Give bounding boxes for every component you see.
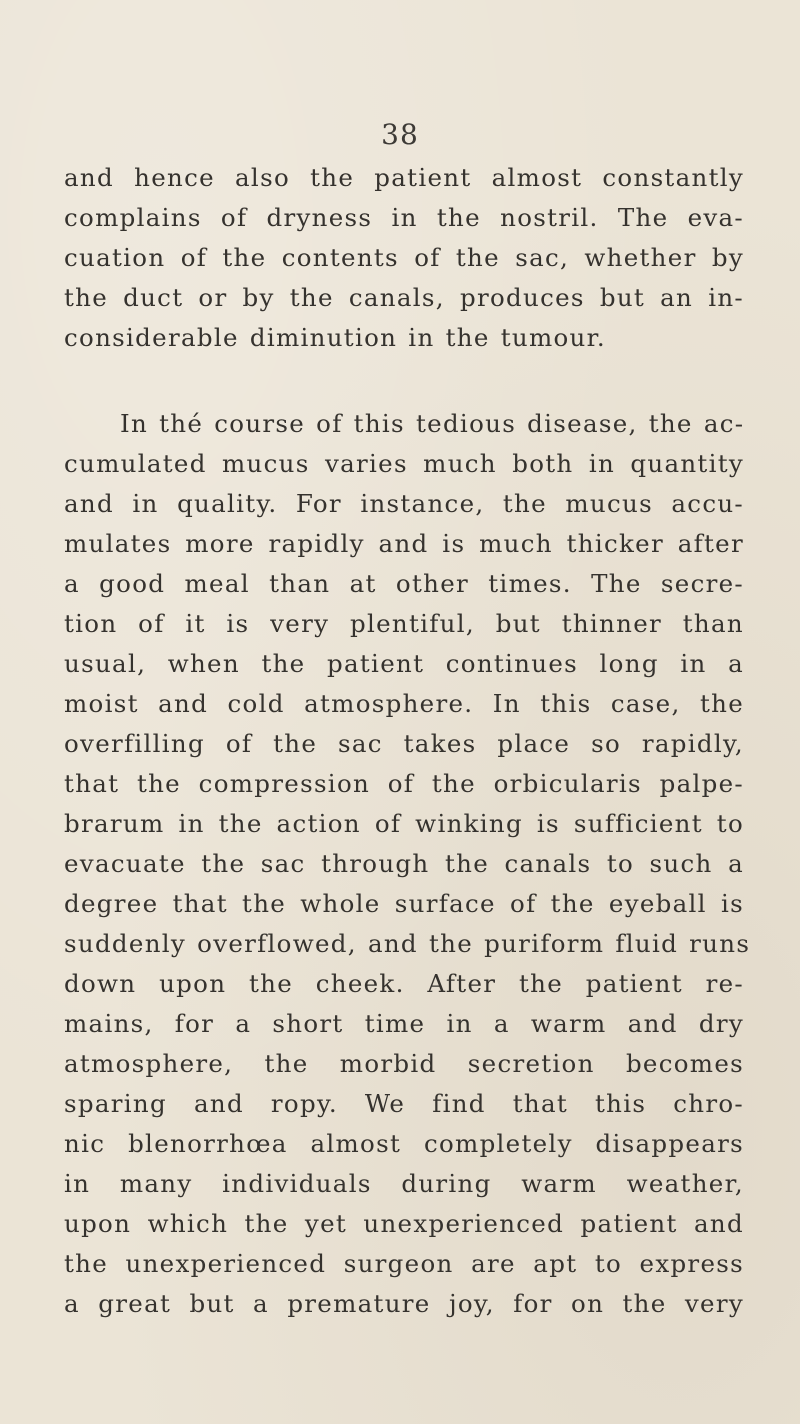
body-text — [64, 158, 751, 1324]
text-line: the duct or by the canals, produces but an in- — [64, 283, 744, 312]
text-line: tion of it is very plentiful, but thinner than — [64, 609, 744, 638]
text-line: upon which the yet unexperienced patient and — [64, 1209, 744, 1238]
page-number: 38 — [381, 118, 419, 151]
paragraph-2 — [64, 404, 751, 1324]
paragraph-1 — [64, 158, 744, 358]
text-line: a great but a premature joy, for on the very — [64, 1289, 744, 1318]
text-line: brarum in the action of winking is sufficient to — [64, 809, 744, 838]
text-line: atmosphere, the morbid secretion becomes — [64, 1049, 744, 1078]
text-line: that the compression of the orbicularis palpe- — [64, 769, 744, 798]
text-line: and hence also the patient almost constantly — [64, 163, 744, 192]
text-line: sparing and ropy. We find that this chro- — [64, 1089, 744, 1118]
text-line: considerable diminution in the tumour. — [64, 323, 607, 352]
text-line: the unexperienced surgeon are apt to express — [64, 1249, 744, 1278]
text-line: mulates more rapidly and is much thicker after — [64, 529, 744, 558]
text-line: degree that the whole surface of the eyeball is — [64, 889, 744, 918]
text-line: usual, when the patient continues long in a — [64, 649, 744, 678]
text-line: down upon the cheek. After the patient re- — [64, 969, 744, 998]
text-line: evacuate the sac through the canals to such a — [64, 849, 744, 878]
text-line: a good meal than at other times. The secre- — [64, 569, 744, 598]
text-line: In thé course of this tedious disease, the ac- — [120, 409, 745, 438]
text-line: mains, for a short time in a warm and dry — [64, 1009, 744, 1038]
paragraph-spacer — [64, 358, 744, 404]
text-line: in many individuals during warm weather, — [64, 1169, 744, 1198]
text-line: overfilling of the sac takes place so rapidly, — [64, 729, 744, 758]
text-line: cuation of the contents of the sac, whether by — [64, 243, 744, 272]
text-line: and in quality. For instance, the mucus accu- — [64, 489, 744, 518]
text-line: cumulated mucus varies much both in quantity — [64, 449, 744, 478]
text-line: nic blenorrhœa almost completely disappears — [64, 1129, 744, 1158]
text-line: complains of dryness in the nostril. The eva- — [64, 203, 744, 232]
text-line: suddenly overflowed, and the puriform fluid runs — [64, 929, 751, 958]
text-line: moist and cold atmosphere. In this case, the — [64, 689, 744, 718]
